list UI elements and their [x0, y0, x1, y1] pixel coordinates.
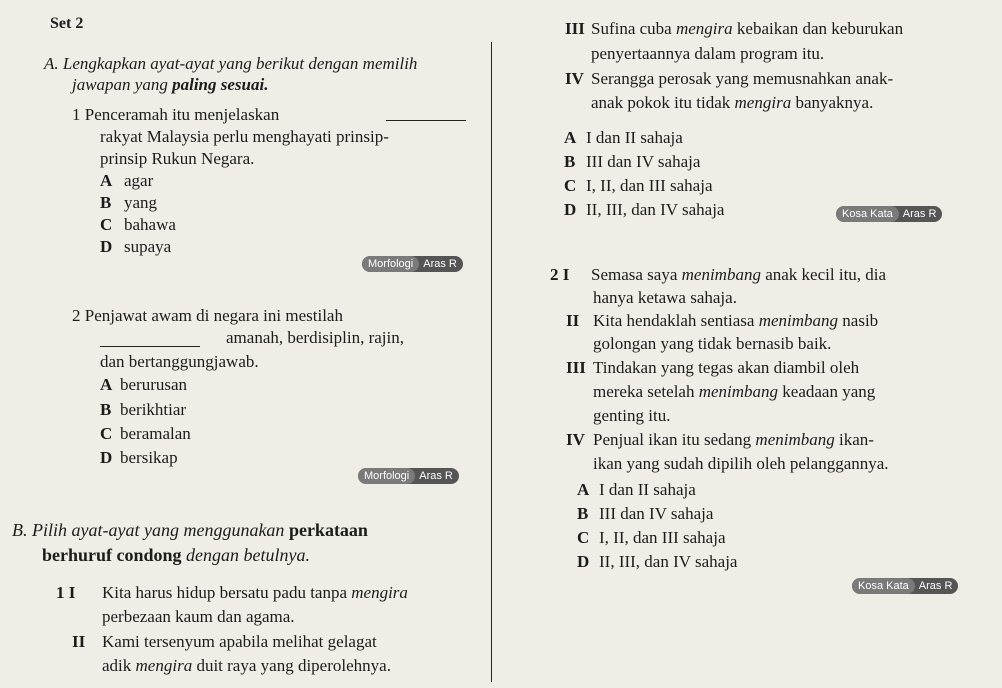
b-q2-statement-ii: II Kita hendaklah sentiasa menimbang nasib	[566, 311, 879, 330]
b-q1-option-a: A I dan II sahaja	[564, 128, 683, 147]
b-q1-statement-iv-line2: anak pokok itu tidak mengira banyaknya.	[591, 93, 874, 112]
a-q2-option-c: C beramalan	[100, 424, 191, 443]
a-q2-tag: Morfologi Aras R	[358, 468, 459, 484]
a-q1-option-d: D supaya	[100, 237, 172, 256]
a-q1-tag: Morfologi Aras R	[362, 256, 463, 272]
section-b-instruction: B. Pilih ayat-ayat yang menggunakan perkataan	[12, 520, 368, 540]
b-q2-statement-iii-line3: genting itu.	[593, 406, 671, 425]
a-q1-line2: rakyat Malaysia perlu menghayati prinsip-	[100, 127, 389, 146]
a-q2-line1: 2 Penjawat awam di negara ini mestilah	[72, 306, 343, 325]
a-q1-blank	[386, 120, 466, 121]
b-q1-statement-ii-line2: adik mengira duit raya yang diperolehnya.	[102, 656, 391, 675]
column-divider	[491, 42, 492, 682]
a-q2-line3: dan bertanggungjawab.	[100, 352, 259, 371]
a-q1-option-a: A agar	[100, 171, 154, 190]
b-q2-statement-i-line2: hanya ketawa sahaja.	[593, 288, 737, 307]
a-q1-option-b: B yang	[100, 193, 158, 212]
section-b-instruction-line2: berhuruf condong dengan betulnya.	[42, 545, 311, 565]
b-q2-option-d: D II, III, dan IV sahaja	[577, 552, 738, 571]
b-q1-option-b: B III dan IV sahaja	[564, 152, 701, 171]
a-q2-option-d: D bersikap	[100, 448, 178, 467]
b-q2-statement-ii-line2: golongan yang tidak bernasib baik.	[593, 334, 832, 353]
b-q1-statement-i: 1 I Kita harus hidup bersatu padu tanpa mengira	[56, 583, 408, 602]
b-q2-statement-iv-line2: ikan yang sudah dipilih oleh pelanggannya.	[593, 454, 889, 473]
b-q2-statement-iii-line2: mereka setelah menimbang keadaan yang	[593, 382, 876, 401]
b-q1-option-c: C I, II, dan III sahaja	[564, 176, 713, 195]
set-title: Set 2	[50, 15, 84, 32]
a-q2-line2: amanah, berdisiplin, rajin,	[226, 328, 404, 347]
b-q1-statement-iii: III Sufina cuba mengira kebaikan dan keburukan	[565, 19, 904, 38]
b-q2-option-c: C I, II, dan III sahaja	[577, 528, 726, 547]
b-q1-statement-ii: II Kami tersenyum apabila melihat gelagat	[72, 632, 377, 651]
a-q2-option-b: B berikhtiar	[100, 400, 187, 419]
b-q2-statement-iv: IV Penjual ikan itu sedang menimbang ikan-	[566, 430, 874, 449]
b-q1-statement-iii-line2: penyertaannya dalam program itu.	[591, 44, 825, 63]
b-q2-tag: Kosa Kata Aras R	[852, 578, 958, 594]
b-q1-tag: Kosa Kata Aras R	[836, 206, 942, 222]
b-q2-statement-iii: III Tindakan yang tegas akan diambil oleh	[566, 358, 860, 377]
b-q2-option-b: B III dan IV sahaja	[577, 504, 714, 523]
a-q1-option-c: C bahawa	[100, 215, 176, 234]
section-a-instruction: A. Lengkapkan ayat-ayat yang berikut dengan memilih	[44, 54, 418, 73]
b-q2-option-a: A I dan II sahaja	[577, 480, 696, 499]
section-a-instruction-line2: jawapan yang paling sesuai.	[72, 75, 269, 94]
a-q2-option-a: A berurusan	[100, 375, 188, 394]
a-q1-line1: 1 Penceramah itu menjelaskan	[72, 105, 280, 124]
a-q2-blank	[100, 346, 200, 347]
b-q1-statement-i-line2: perbezaan kaum dan agama.	[102, 607, 295, 626]
b-q1-option-d: D II, III, dan IV sahaja	[564, 200, 725, 219]
a-q1-line3: prinsip Rukun Negara.	[100, 149, 255, 168]
b-q2-statement-i: 2 I Semasa saya menimbang anak kecil itu, dia	[550, 265, 887, 284]
b-q1-statement-iv: IV Serangga perosak yang memusnahkan anak-	[565, 69, 894, 88]
